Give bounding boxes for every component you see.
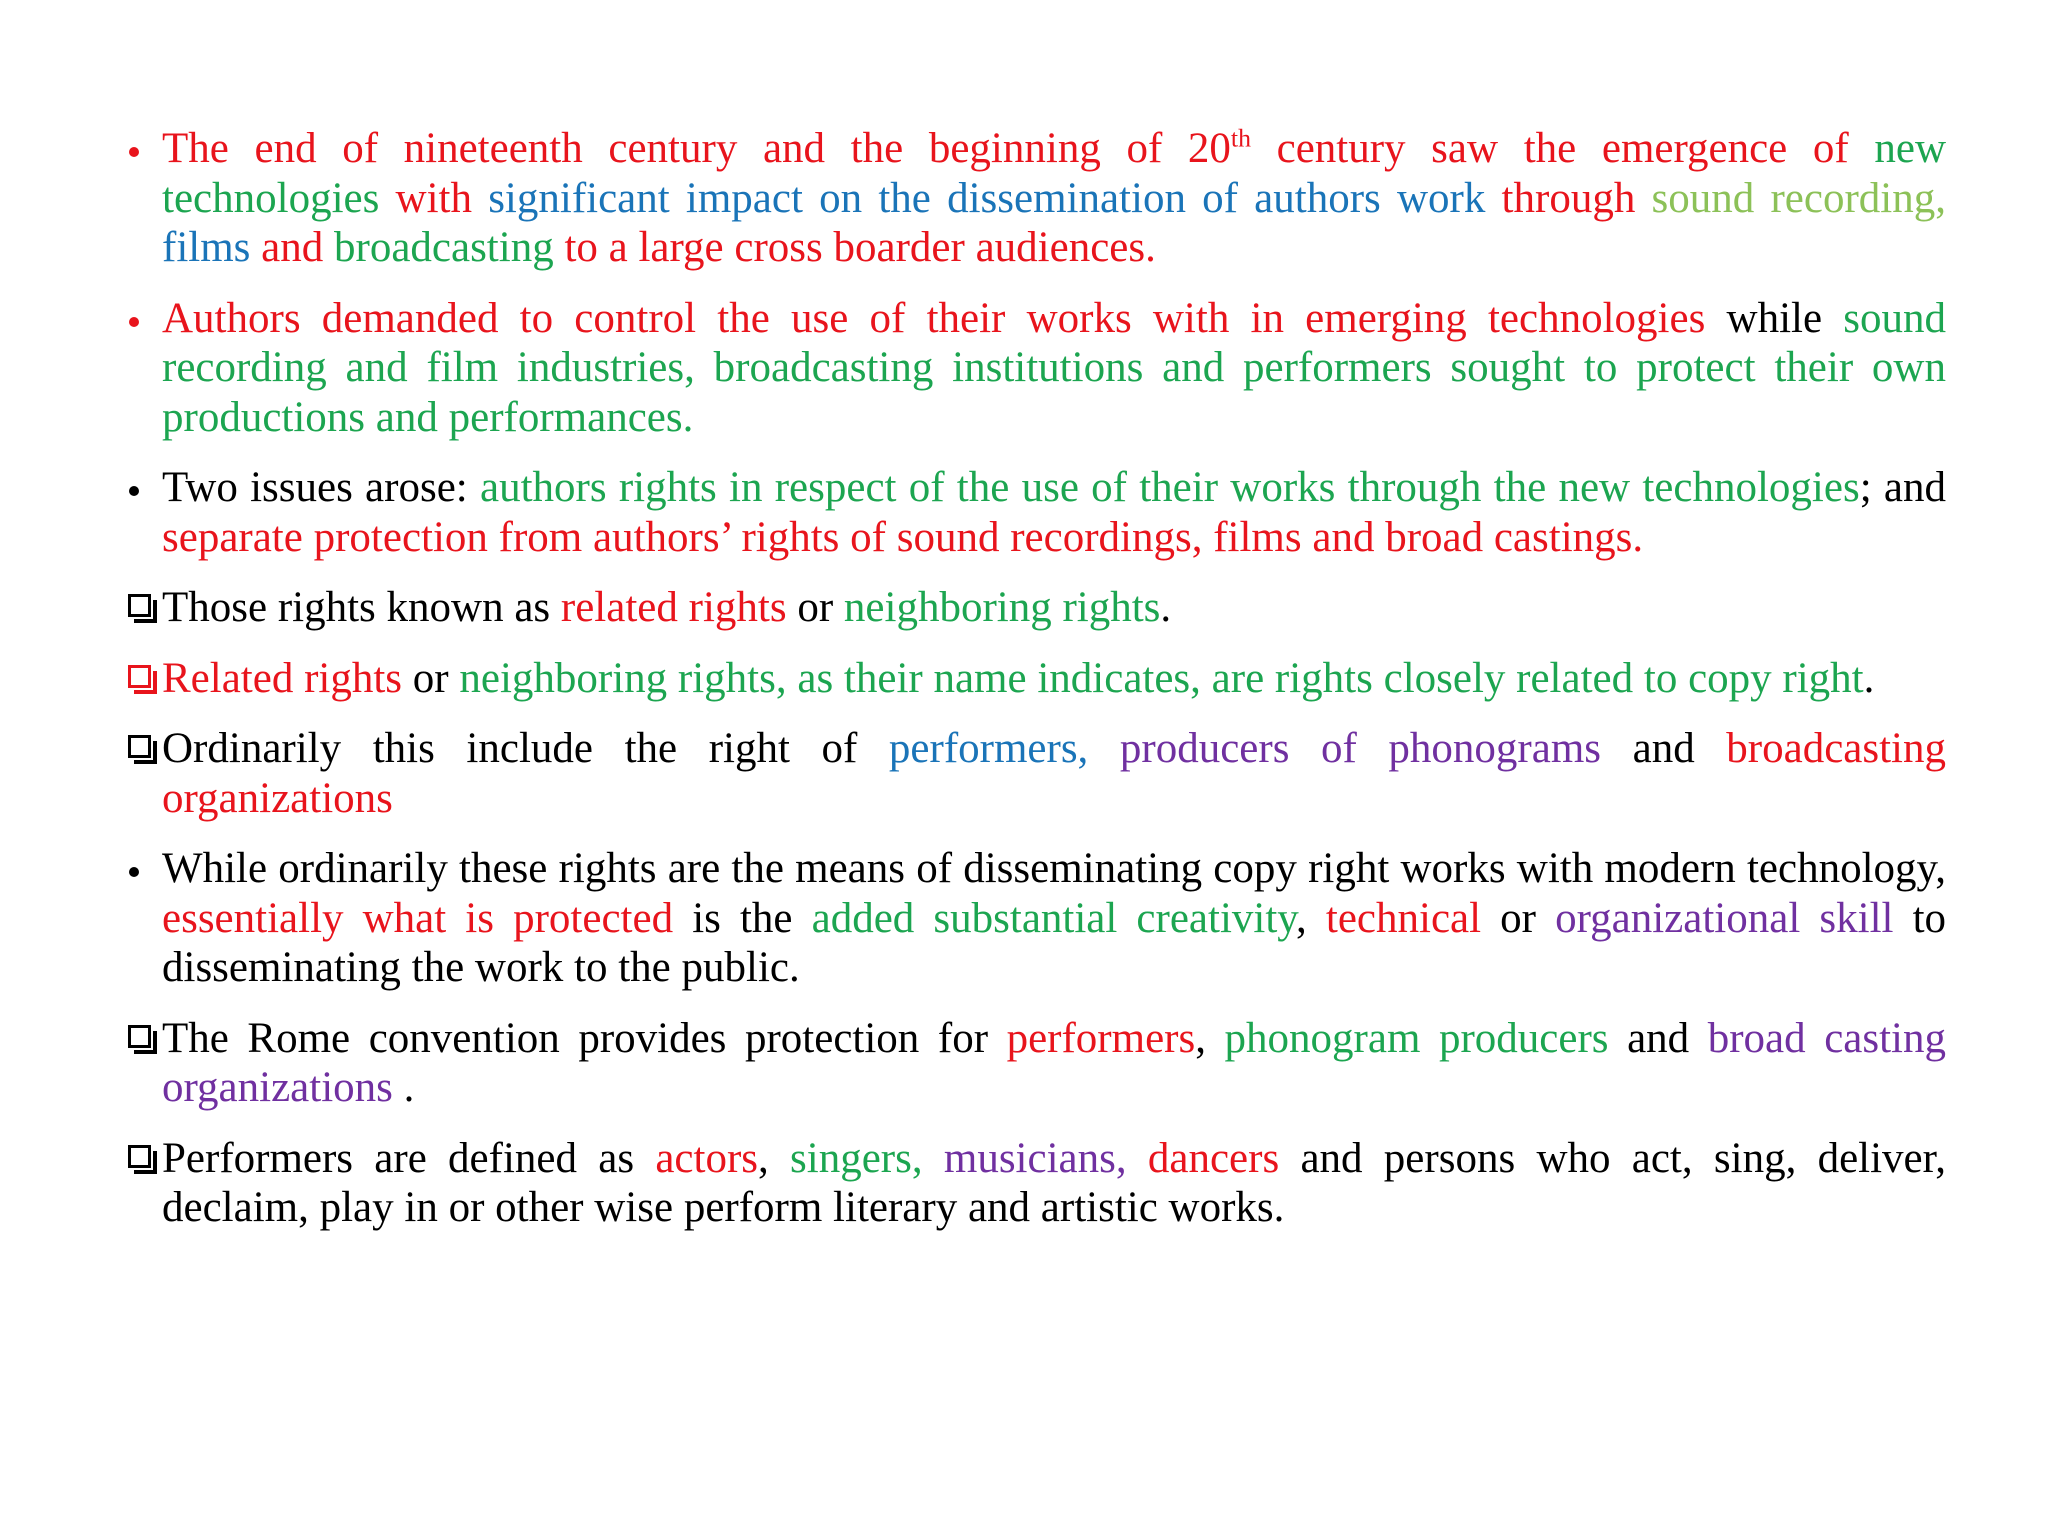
text-segment: singers, — [790, 1134, 944, 1182]
text-segment: musicians, — [943, 1134, 1148, 1182]
bullet-item — [128, 294, 1946, 443]
text-segment: or — [797, 584, 844, 631]
bullet-item — [128, 654, 1946, 704]
text-segment: through — [1501, 174, 1652, 222]
text-segment: related rights — [560, 584, 798, 631]
round-bullet-icon — [128, 844, 162, 893]
text-segment: sound recording and film industries, broadcasting institutions and performers sought to protect their own productions and performances. — [162, 294, 1946, 441]
text-segment: dancers — [1147, 1134, 1301, 1182]
text-segment: is the — [692, 894, 812, 942]
text-segment: ; and — [1859, 464, 1946, 511]
text-segment: organizational skill — [1555, 894, 1913, 942]
text-segment: While ordinarily these rights are the means of disseminating copy right works with modern technology, — [162, 845, 1946, 892]
text-segment: performers, — [888, 725, 1120, 772]
checkbox-bullet-icon — [128, 654, 162, 703]
bullet-item — [128, 1014, 1946, 1113]
bullet-text — [162, 845, 1946, 991]
bullet-item — [128, 583, 1946, 633]
text-segment: Two issues arose: — [162, 464, 480, 511]
text-segment: The end of nineteenth century and the beginning of 20 — [162, 125, 1231, 172]
round-bullet-icon — [128, 294, 162, 343]
bullet-item — [128, 1134, 1946, 1233]
text-segment: , — [1296, 894, 1326, 942]
text-segment: technical — [1325, 894, 1501, 942]
text-segment: separate protection from authors’ rights of sound recordings, films and broad castings. — [162, 513, 1644, 561]
text-segment: sound recording, — [1651, 174, 1946, 222]
checkbox-bullet-icon — [128, 1134, 162, 1183]
text-segment: with — [395, 174, 489, 222]
bullet-item — [128, 463, 1946, 562]
text-segment: to disseminating the work to the public. — [162, 894, 1947, 991]
text-segment: neighboring rights, as their name indicates, are rights closely related to copy right — [459, 654, 1864, 702]
bullet-text — [162, 295, 1946, 441]
text-segment: broad casting organizations — [162, 1014, 1947, 1111]
text-segment — [1231, 125, 1251, 172]
bullet-text — [162, 1135, 1946, 1232]
text-segment: producers of phonograms — [1119, 725, 1633, 772]
slide-content — [128, 124, 1946, 1254]
checkbox-bullet-icon — [128, 724, 162, 773]
text-segment: century saw the emergence of — [1250, 125, 1875, 172]
text-segment: authors rights in respect of the use of their works through the new technologies — [479, 464, 1860, 511]
text-segment: , — [758, 1134, 791, 1182]
text-segment: essentially what is protected — [162, 894, 693, 942]
text-segment: broadcasting organizations — [162, 725, 1946, 822]
text-segment: neighboring rights — [843, 584, 1161, 631]
text-segment: . — [1863, 654, 1875, 702]
text-segment: films — [162, 224, 262, 271]
text-segment: Those rights known as — [162, 584, 561, 631]
bullet-text — [162, 725, 1946, 822]
checkbox-bullet-icon — [128, 583, 162, 632]
bullet-text — [162, 1015, 1946, 1112]
text-segment: to a large cross boarder audiences. — [564, 224, 1156, 271]
text-segment: phonogram producers — [1224, 1014, 1628, 1062]
bullet-item — [128, 724, 1946, 823]
text-segment: or — [1500, 894, 1556, 942]
text-segment: The Rome convention provides protection for — [162, 1014, 1007, 1062]
checkbox-bullet-icon — [128, 1014, 162, 1063]
round-bullet-icon — [128, 124, 162, 173]
text-segment: Related rights — [162, 654, 413, 702]
text-segment: broadcasting — [334, 224, 565, 271]
text-segment: . — [1160, 584, 1172, 631]
text-segment: Authors demanded to control the use of their works with in emerging technologies — [162, 294, 1727, 342]
text-segment: significant impact on the dissemination of authors work — [488, 174, 1502, 222]
text-segment: or — [412, 654, 460, 702]
text-segment: new technologies — [162, 125, 1946, 222]
bullet-text — [162, 464, 1946, 561]
round-bullet-icon — [128, 463, 162, 512]
bullet-item — [128, 844, 1946, 993]
text-segment: Performers are defined as — [162, 1134, 656, 1182]
text-segment: and — [1627, 1014, 1708, 1062]
text-segment: added substantial creativity — [811, 894, 1297, 942]
superscript-text: th — [1230, 123, 1251, 153]
text-segment: Ordinarily this include the right of — [162, 725, 889, 772]
text-segment: while — [1726, 294, 1844, 342]
text-segment: and persons who act, sing, deliver, declaim, play in or other wise perform literary and artistic works. — [162, 1134, 1946, 1231]
text-segment: and — [1632, 725, 1727, 772]
bullet-text — [162, 655, 1874, 702]
bullet-item — [128, 124, 1946, 273]
bullet-text — [162, 584, 1171, 631]
text-segment: . — [403, 1064, 415, 1111]
text-segment: actors — [655, 1134, 759, 1182]
text-segment: , — [1195, 1014, 1225, 1062]
bullet-text — [162, 125, 1946, 271]
text-segment: and — [261, 224, 334, 271]
text-segment: performers — [1006, 1014, 1196, 1062]
